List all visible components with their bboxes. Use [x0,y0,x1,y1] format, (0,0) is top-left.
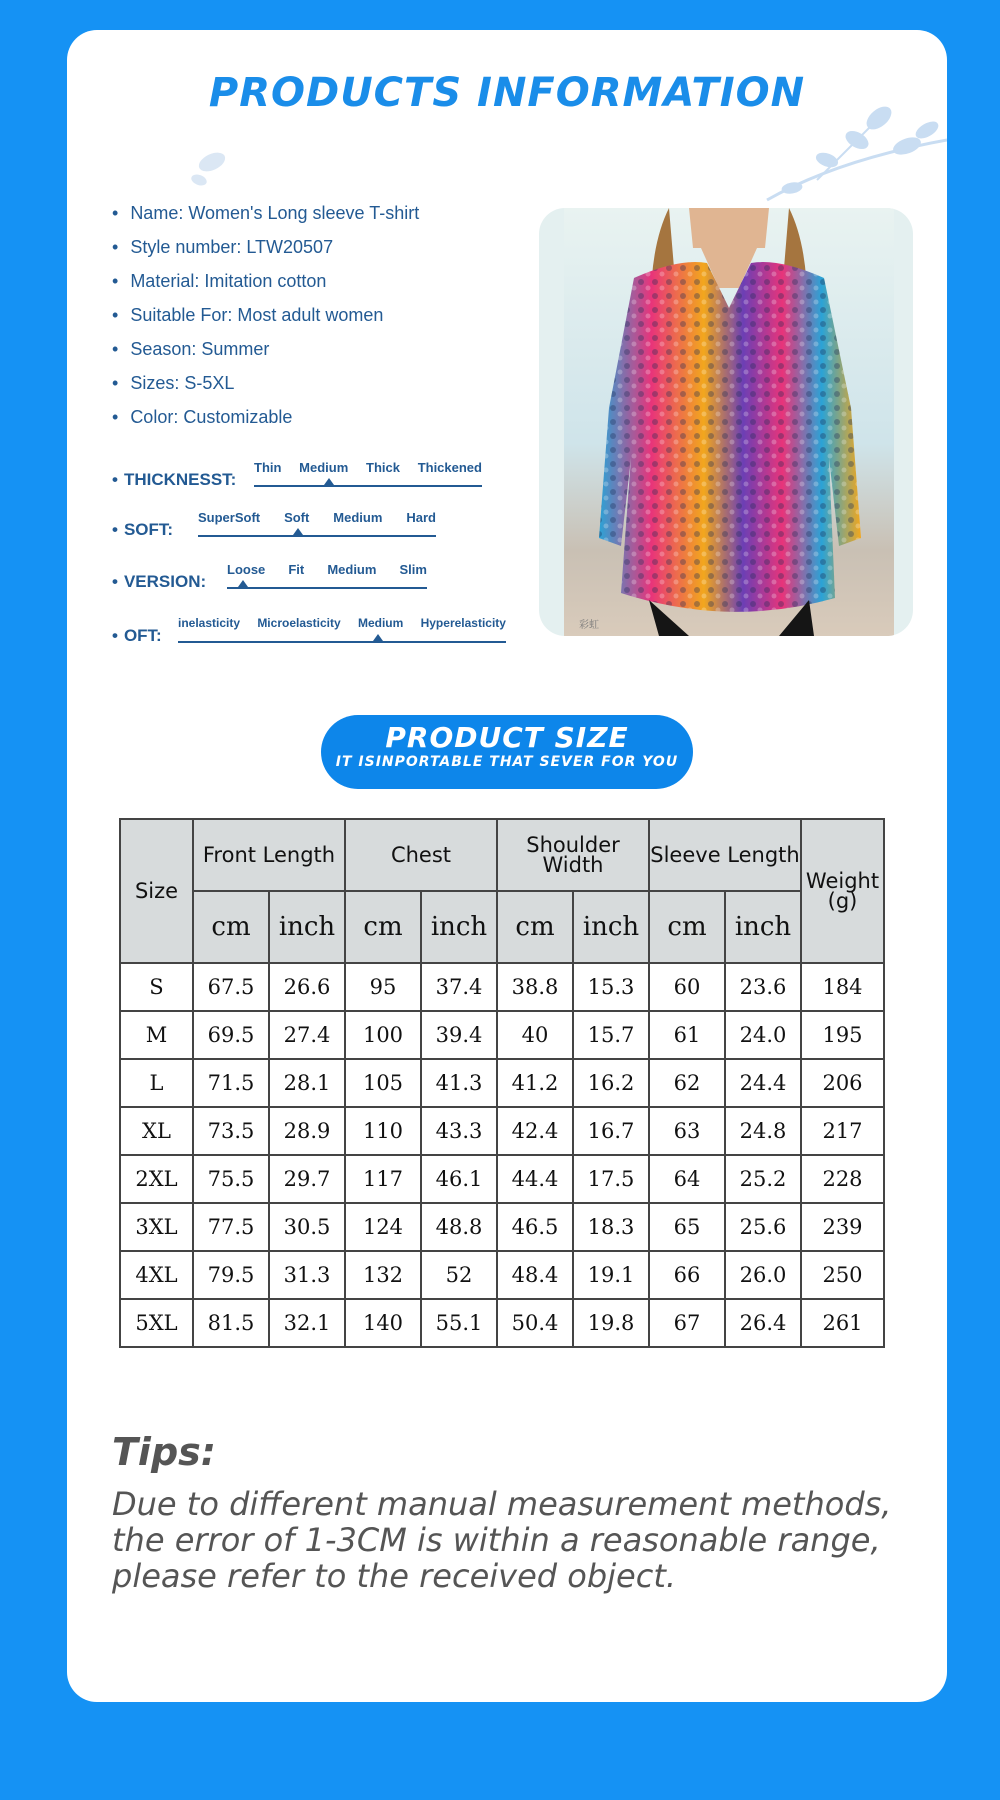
value-cell: 46.1 [421,1155,497,1203]
scale-soft [112,510,492,550]
table-row [120,1107,884,1155]
value-cell: 27.4 [269,1011,345,1059]
value-cell: 19.1 [573,1251,649,1299]
scale-oft [112,616,512,656]
value-cell: 32.1 [269,1299,345,1347]
tips-body: Due to different manual measurement methods, the error of 1-3CM is within a reasonable range, please refer to the received object. [112,1485,892,1595]
scale-option: Thickened [417,460,482,475]
value-cell: 66 [649,1251,725,1299]
scale-option: Medium [333,510,383,525]
scale-option: Slim [399,562,427,577]
value-cell: 31.3 [269,1251,345,1299]
scale-option: Fit [288,562,305,577]
size-cell: 5XL [120,1299,193,1347]
header-weight: Weight (g) [801,819,884,963]
value-cell: 43.3 [421,1107,497,1155]
value-cell: 24.8 [725,1107,801,1155]
value-cell: 69.5 [193,1011,269,1059]
value-cell: 261 [801,1299,884,1347]
size-table-body [120,963,884,1347]
tips-title: Tips: [112,1430,216,1474]
value-cell: 24.0 [725,1011,801,1059]
header-unit-cm: cm [193,891,269,963]
size-cell: 4XL [120,1251,193,1299]
value-cell: 16.2 [573,1059,649,1107]
value-cell: 71.5 [193,1059,269,1107]
scale-option: Thick [366,460,400,475]
scale-option: Thin [254,460,282,475]
size-cell: S [120,963,193,1011]
value-cell: 63 [649,1107,725,1155]
size-table [119,818,885,1348]
size-cell: 3XL [120,1203,193,1251]
value-cell: 42.4 [497,1107,573,1155]
info-sizes: • Sizes: S-5XL [112,366,419,400]
banner-title: PRODUCT SIZE [385,721,629,754]
scale-option: SuperSoft [198,510,261,525]
scale-track [198,510,436,550]
scale-track [254,460,482,500]
size-cell: M [120,1011,193,1059]
scale-line [178,641,506,643]
value-cell: 217 [801,1107,884,1155]
scale-track [178,616,506,656]
header-unit-inch: inch [573,891,649,963]
value-cell: 23.6 [725,963,801,1011]
info-color: • Color: Customizable [112,400,419,434]
value-cell: 29.7 [269,1155,345,1203]
product-info-list [112,196,419,434]
scale-option: Medium [357,616,404,630]
scale-line [198,535,436,537]
scale-option: Microelasticity [257,616,341,630]
value-cell: 124 [345,1203,421,1251]
value-cell: 48.4 [497,1251,573,1299]
scale-option: Soft [284,510,310,525]
value-cell: 17.5 [573,1155,649,1203]
scale-option: Hyperelasticity [420,616,506,630]
value-cell: 44.4 [497,1155,573,1203]
scale-version [112,562,492,602]
value-cell: 132 [345,1251,421,1299]
value-cell: 25.2 [725,1155,801,1203]
value-cell: 50.4 [497,1299,573,1347]
value-cell: 100 [345,1011,421,1059]
table-row [120,1155,884,1203]
size-cell: 2XL [120,1155,193,1203]
scale-label: • SOFT: [112,520,173,540]
table-row [120,963,884,1011]
header-unit-cm: cm [345,891,421,963]
value-cell: 75.5 [193,1155,269,1203]
model-shirt-image [539,208,913,636]
table-row [120,1251,884,1299]
value-cell: 184 [801,963,884,1011]
product-size-banner [321,715,693,789]
header-unit-inch: inch [269,891,345,963]
value-cell: 16.7 [573,1107,649,1155]
scale-marker-icon [324,478,334,485]
value-cell: 62 [649,1059,725,1107]
value-cell: 140 [345,1299,421,1347]
scale-label: • OFT: [112,626,162,646]
value-cell: 26.4 [725,1299,801,1347]
value-cell: 46.5 [497,1203,573,1251]
scale-track [227,562,427,602]
header-sleeve-length: Sleeve Length [649,819,801,891]
scale-line [227,587,427,589]
header-chest: Chest [345,819,497,891]
value-cell: 195 [801,1011,884,1059]
scale-option: Loose [227,562,266,577]
value-cell: 28.1 [269,1059,345,1107]
photo-caption: 彩虹 [579,620,599,631]
value-cell: 250 [801,1251,884,1299]
header-unit-inch: inch [421,891,497,963]
scale-marker-icon [373,634,383,641]
product-photo [539,208,913,636]
value-cell: 67.5 [193,963,269,1011]
scale-option: Hard [406,510,436,525]
size-cell: XL [120,1107,193,1155]
value-cell: 26.6 [269,963,345,1011]
value-cell: 73.5 [193,1107,269,1155]
value-cell: 28.9 [269,1107,345,1155]
leaf-icon [187,142,237,192]
branch-leaves-icon [757,100,947,210]
value-cell: 79.5 [193,1251,269,1299]
value-cell: 61 [649,1011,725,1059]
value-cell: 81.5 [193,1299,269,1347]
info-suitable-for: • Suitable For: Most adult women [112,298,419,332]
info-style-number: • Style number: LTW20507 [112,230,419,264]
value-cell: 18.3 [573,1203,649,1251]
info-material: • Material: Imitation cotton [112,264,419,298]
table-row [120,1203,884,1251]
value-cell: 40 [497,1011,573,1059]
value-cell: 38.8 [497,963,573,1011]
value-cell: 48.8 [421,1203,497,1251]
value-cell: 77.5 [193,1203,269,1251]
header-unit-cm: cm [497,891,573,963]
scale-label: • VERSION: [112,572,206,592]
value-cell: 41.2 [497,1059,573,1107]
page-title: PRODUCTS INFORMATION [208,70,806,116]
header-size: Size [120,819,193,963]
banner-subtitle: IT ISINPORTABLE THAT SEVER FOR YOU [335,754,679,770]
table-row [120,1011,884,1059]
table-row [120,1299,884,1347]
table-row [120,1059,884,1107]
value-cell: 117 [345,1155,421,1203]
scale-label: • THICKNESST: [112,470,236,490]
value-cell: 37.4 [421,963,497,1011]
value-cell: 25.6 [725,1203,801,1251]
value-cell: 228 [801,1155,884,1203]
scale-marker-icon [238,580,248,587]
value-cell: 15.7 [573,1011,649,1059]
header-unit-inch: inch [725,891,801,963]
value-cell: 55.1 [421,1299,497,1347]
size-cell: L [120,1059,193,1107]
value-cell: 19.8 [573,1299,649,1347]
value-cell: 41.3 [421,1059,497,1107]
info-name: • Name: Women's Long sleeve T-shirt [112,196,419,230]
info-season: • Season: Summer [112,332,419,366]
value-cell: 30.5 [269,1203,345,1251]
scale-line [254,485,482,487]
scale-option: Medium [327,562,377,577]
value-cell: 39.4 [421,1011,497,1059]
value-cell: 26.0 [725,1251,801,1299]
value-cell: 110 [345,1107,421,1155]
value-cell: 65 [649,1203,725,1251]
value-cell: 206 [801,1059,884,1107]
value-cell: 64 [649,1155,725,1203]
value-cell: 105 [345,1059,421,1107]
value-cell: 60 [649,963,725,1011]
value-cell: 15.3 [573,963,649,1011]
value-cell: 95 [345,963,421,1011]
scale-option: inelasticity [178,616,241,630]
value-cell: 24.4 [725,1059,801,1107]
value-cell: 52 [421,1251,497,1299]
scale-marker-icon [293,528,303,535]
header-front-length: Front Length [193,819,345,891]
value-cell: 67 [649,1299,725,1347]
header-shoulder-width: Shoulder Width [497,819,649,891]
scale-option: Medium [299,460,349,475]
value-cell: 239 [801,1203,884,1251]
scale-thickness [112,460,492,500]
product-card [67,30,947,1702]
header-unit-cm: cm [649,891,725,963]
